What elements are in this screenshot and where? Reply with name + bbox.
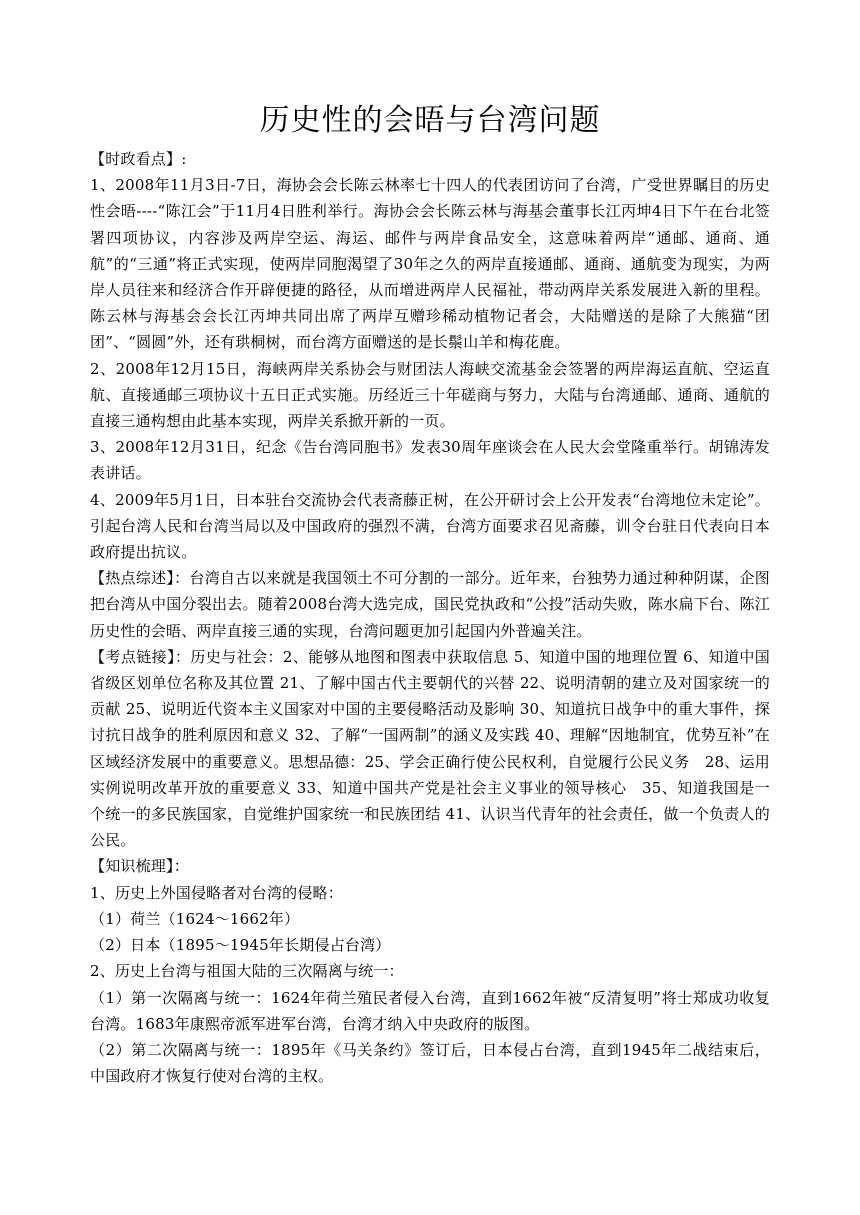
paragraph: 3、2008年12月31日，纪念《告台湾同胞书》发表30周年座谈会在人民大会堂隆重举行。胡锦涛发表讲话。 — [90, 438, 770, 483]
list-item: （1）荷兰（1624～1662年） — [90, 909, 300, 928]
list-item: （2）第二次隔离与统一：1895年《马关条约》签订后，日本侵占台湾，直到1945年二战结束后，中国政府才恢复行使对台湾的主权。 — [90, 1040, 770, 1086]
section-heading-news: 【时政看点】: — [90, 150, 187, 168]
page-title: 历史性的会晤与台湾问题 — [259, 103, 601, 138]
paragraph: 4、2009年5月1日，日本驻台交流协会代表斋藤正树，在公开研讨会上公开发表“台湾地位未定论”。引起台湾人民和台湾当局以及中国政府的强烈不满，台湾方面要求召见斋藤，训令台驻日代表向日本政府提出抗议。 — [90, 490, 770, 562]
paragraph: 1、历史上外国侵略者对台湾的侵略： — [90, 883, 343, 902]
paragraph: 1、2008年11月3日-7日，海协会会长陈云林率七十四人的代表团访问了台湾，广受世界瞩目的历史性会晤----“陈江会”于11月4日胜利举行。海协会会长陈云林与海基会董事长江丙坤4日下午在台北签署四项协议，内容涉及两岸空运、海运、邮件与两岸食品安全，这意味着两岸“通邮、通商、通航”的“三通”将正式实现，使两岸同胞渴望了30年之久的两岸直接通邮、通商、通航变为现实，为两岸人员往来和经济合作开辟便捷的路径，从而增进两岸人民福祉，带动两岸关系发展进入新的里程。陈云林与海基会会长江丙坤共同出席了两岸互赠珍稀动植物记者会，大陆赠送的是除了大熊猫“团团”、“圆圆”外，还有珙桐树，而台湾方面赠送的是长鬃山羊和梅花鹿。 — [90, 176, 770, 352]
paragraph: 【考点链接】：历史与社会：2、能够从地图和图表中获取信息 5、知道中国的地理位置 6、知道中国省级区划单位名称及其位置 21、了解中国古代主要朝代的兴替 22、说明清朝的建立及对国家统一的贡献 25、说明近代资本主义国家对中国的主要侵略活动及影响 30、知道抗日战争中的重大事件，探讨抗日战争的胜利原因和意义 32、了解“一国两制”的涵义及实践 40、理解“因地制宜，优势互补”在区域经济发展中的重要意义。思想品德：25、学会正确行使公民权利，自觉履行公民义务 28、运用实例说明改革开放的重要意义 33、知道中国共产党是社会主义事业的领导核心 35、知道我国是一个统一的多民族国家，自觉维护国家统一和民族团结 41、认识当代青年的社会责任，做一个负责人的公民。 — [90, 647, 770, 850]
list-item: （2）日本（1895～1945年长期侵占台湾） — [90, 936, 391, 955]
list-item: （1）第一次隔离与统一：1624年荷兰殖民者侵入台湾，直到1662年被“反清复明”将士郑成功收复台湾。1683年康熙帝派军进军台湾，台湾才纳入中央政府的版图。 — [90, 988, 770, 1033]
paragraph: 【热点综述】：台湾自古以来就是我国领土不可分割的一部分。近年来，台独势力通过种种阴谋，企图把台湾从中国分裂出去。随着2008台湾大选完成，国民党执政和“公投”活动失败，陈水扁下台、陈江历史性的会晤、两岸直接三通的实现，台湾问题更加引起国内外普遍关注。 — [90, 569, 770, 640]
paragraph: 2、历史上台湾与祖国大陆的三次隔离与统一： — [90, 962, 404, 981]
document-body — [90, 146, 770, 1089]
section-heading-knowledge: 【知识梳理】： — [90, 857, 189, 876]
paragraph: 2、2008年12月15日，海峡两岸关系协会与财团法人海峡交流基金会签署的两岸海运直航、空运直航、直接通邮三项协议十五日正式实施。历经近三十年磋商与努力，大陆与台湾通邮、通商、通航的直接三通构想由此基本实现，两岸关系掀开新的一页。 — [90, 359, 770, 431]
